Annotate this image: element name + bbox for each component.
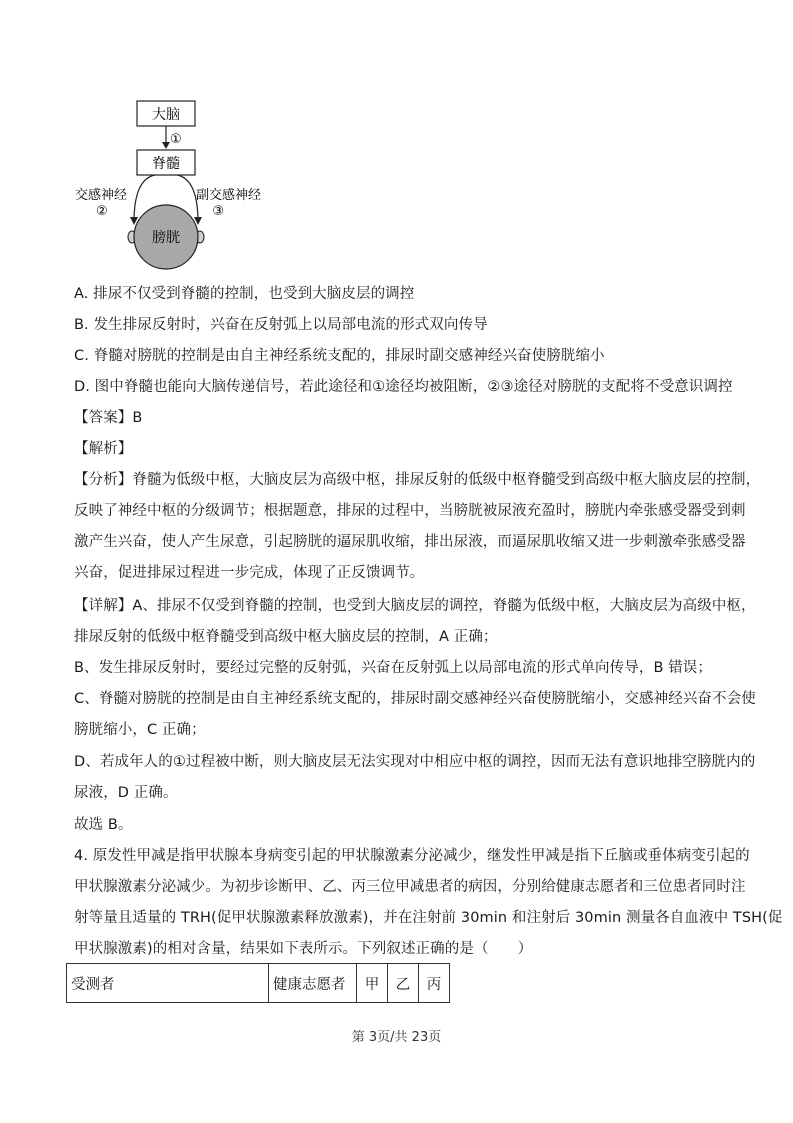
col-healthy: 健康志愿者 [269,964,357,1003]
col-bing: 丙 [419,964,450,1003]
col-yi: 乙 [388,964,419,1003]
col-subject: 受测者 [67,964,269,1003]
table-header-row [67,964,450,1003]
detail-line: 故选 B。 [74,817,133,833]
reflex-diagram [60,96,262,256]
option-d: D. 图中脊髓也能向大脑传递信号，若此途径和①途径均被阻断，②③途径对膀胱的支配将不受意识调控 [74,379,733,395]
analysis-line: 激产生兴奋，使人产生尿意，引起膀胱的逼尿肌收缩，排出尿液，而逼尿肌收缩又进一步刺激牵张感受器 [74,534,746,550]
analysis-line: 反映了神经中枢的分级调节；根据题意，排尿的过程中，当膀胱被尿液充盈时，膀胱内牵张感受器受到刺 [74,503,746,519]
spinal-label: 脊髓 [152,156,180,172]
detail-line: 膀胱缩小，C 正确； [74,722,206,738]
q4-line: 甲状腺激素)的相对含量，结果如下表所示。下列叙述正确的是（ ） [74,941,533,957]
detail-line: 排尿反射的低级中枢脊髓受到高级中枢大脑皮层的控制，A 正确； [74,629,498,645]
brain-label: 大脑 [152,107,180,123]
step1-label: ① [170,132,182,147]
analysis-line: 【分析】脊髓为低级中枢，大脑皮层为高级中枢，排尿反射的低级中枢脊髓受到高级中枢大脑皮层的控制， [74,472,761,488]
detail-line: 尿液，D 正确。 [74,785,178,801]
page-footer: 第 3页/共 23页 [351,1030,442,1045]
detail-line: D、若成年人的①过程被中断，则大脑皮层无法实现对中相应中枢的调控，因而无法有意识地排空膀胱内的 [74,754,756,770]
arrow-head-1 [162,142,170,149]
col-jia: 甲 [357,964,388,1003]
result-table [66,963,450,1003]
parasympathetic-label: 副交感神经 [196,188,262,203]
step3-label: ③ [212,204,224,219]
q4-line: 射等量且适量的 TRH(促甲状腺激素释放激素)，并在注射前 30min 和注射后 30min 测量各自血液中 TSH(促 [74,910,783,926]
detail-line: 【详解】A、排尿不仅受到脊髓的控制，也受到大脑皮层的调控，脊髓为低级中枢，大脑皮层为高级中枢， [74,598,756,614]
detail-line: C、脊髓对膀胱的控制是由自主神经系统支配的，排尿时副交感神经兴奋使膀胱缩小，交感神经兴奋不会使 [74,691,756,707]
analysis-line: 兴奋，促进排尿过程进一步完成，体现了正反馈调节。 [74,565,425,581]
step2-label: ② [96,204,108,219]
answer: 【答案】B [74,410,143,426]
detail-line: B、发生排尿反射时，要经过完整的反射弧，兴奋在反射弧上以局部电流的形式单向传导，B 错误； [74,660,712,676]
analysis-heading: 【解析】 [74,441,133,457]
sympathetic-label: 交感神经 [75,188,128,203]
option-b: B. 发生排尿反射时，兴奋在反射弧上以局部电流的形式双向传导 [74,317,488,333]
option-c: C. 脊髓对膀胱的控制是由自主神经系统支配的，排尿时副交感神经兴奋使膀胱缩小 [74,348,605,364]
q4-line: 甲状腺激素分泌减少。为初步诊断甲、乙、丙三位甲减患者的病因，分别给健康志愿者和三位患者同时注 [74,879,746,895]
q4-line: 4. 原发性甲减是指甲状腺本身病变引起的甲状腺激素分泌减少，继发性甲减是指下丘脑或垂体病变引起的 [74,848,750,864]
bladder-label: 膀胱 [152,230,180,246]
option-a: A. 排尿不仅受到脊髓的控制，也受到大脑皮层的调控 [74,286,415,302]
